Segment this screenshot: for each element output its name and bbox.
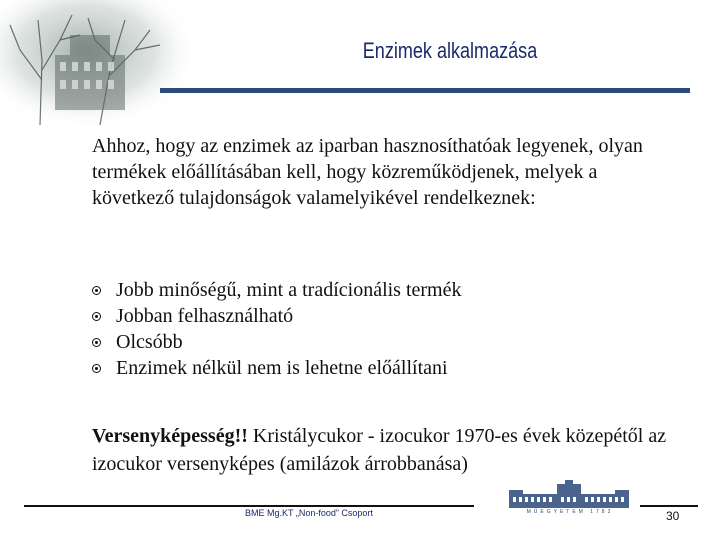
page-number: 30 [666, 509, 680, 523]
title-underline [160, 88, 690, 93]
bullet-icon [92, 286, 101, 295]
bullet-text: Jobb minőségű, mint a tradícionális termék [116, 279, 462, 301]
conclusion-bold: Versenyképesség!! [92, 425, 248, 447]
bullet-item [92, 277, 462, 303]
bullet-text: Olcsóbb [116, 331, 183, 353]
bullet-text: Jobban felhasználható [116, 305, 294, 327]
slide-title: Enzimek alkalmazása [362, 38, 538, 63]
intro-paragraph: Ahhoz, hogy az enzimek az iparban hasznosíthatóak legyenek, olyan termékek előállításában kell, hogy közreműködjenek, melyek a következő tulajdonságok valamelyikével rendelkeznek: [92, 135, 643, 209]
bullet-icon [92, 364, 101, 373]
footer-divider-right [640, 505, 698, 507]
footer-divider-left [24, 505, 474, 507]
footer-label: BME Mg.KT „Non-food” Csoport [245, 508, 373, 518]
bullet-text: Enzimek nélkül nem is lehetne előállítani [116, 357, 448, 379]
university-building-photo [0, 0, 190, 130]
logo-caption: MŰEGYETEM 1782 [526, 509, 614, 515]
conclusion-paragraph [92, 422, 692, 478]
bullet-icon [92, 312, 101, 321]
conclusion-text: Kristálycukor - izocukor 1970-es évek közepétől az izocukor versenyképes (amilázok árrobbanása) [92, 425, 667, 475]
bullet-item [92, 303, 462, 329]
bullet-item [92, 329, 462, 355]
bullet-item [92, 355, 462, 381]
bullet-list [92, 277, 462, 381]
bullet-icon [92, 338, 101, 347]
